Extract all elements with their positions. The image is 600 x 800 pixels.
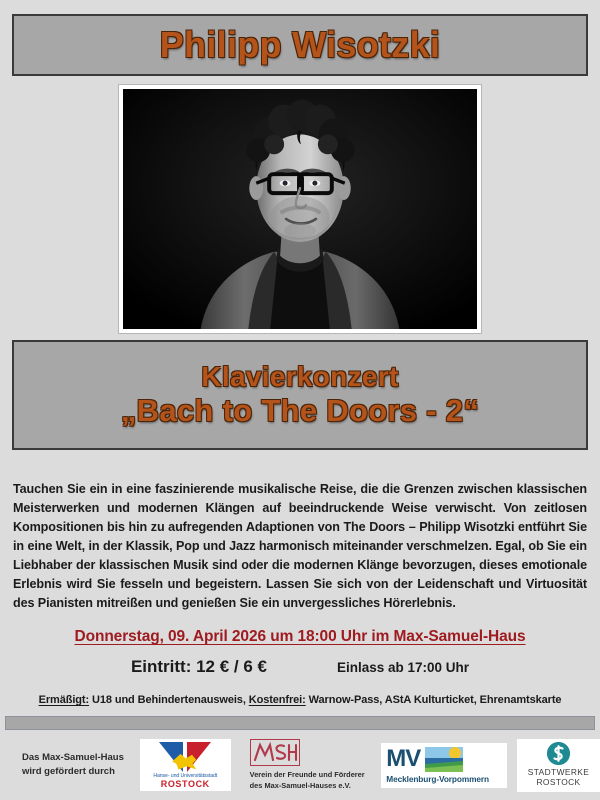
mv-caption: Mecklenburg-Vorpommern — [386, 773, 490, 784]
artist-name-banner — [12, 14, 588, 76]
mv-landscape-icon — [425, 747, 463, 772]
ticket-info-row — [0, 657, 600, 677]
doors-open-time: Einlass ab 17:00 Uhr — [336, 660, 470, 675]
sponsor-logo-row — [0, 734, 600, 796]
artist-name-text: Philipp Wisotzki — [159, 23, 441, 65]
discount-label: Ermäßigt: — [38, 694, 90, 706]
mv-letters: MV — [386, 744, 421, 772]
msh-caption-line2: des Max-Samuel-Hauses e.V. — [249, 781, 351, 790]
concert-type-text: Klavierkonzert — [201, 361, 399, 393]
logo-mecklenburg-vorpommern — [381, 743, 507, 788]
concert-title-text: „Bach to The Doors - 2“ — [120, 393, 480, 429]
event-date-venue: Donnerstag, 09. April 2026 um 18:00 Uhr im Max-Samuel-Haus — [74, 628, 526, 645]
stadtwerke-emblem-icon — [547, 742, 570, 765]
concert-title-banner — [12, 340, 588, 450]
stadtwerke-line2: ROSTOCK — [536, 777, 581, 787]
portrait-illustration — [123, 89, 477, 329]
mv-logo-top — [386, 744, 463, 772]
admission-price: Eintritt: 12 € / 6 € — [130, 657, 267, 676]
logo-stadtwerke-rostock — [517, 739, 600, 792]
stadtwerke-line1: STADTWERKE — [527, 766, 590, 777]
rostock-coat-of-arms-icon — [147, 742, 223, 772]
free-entry-value: Warnow-Pass, AStA Kulturticket, Ehrenamtskarte — [305, 694, 562, 706]
msh-caption — [250, 769, 365, 791]
msh-caption-line1: Verein der Freunde und Förderer — [249, 769, 365, 779]
msh-monogram-icon — [250, 739, 300, 766]
stadtwerke-s-icon — [547, 742, 570, 765]
msh-letters-icon — [251, 740, 298, 764]
artist-portrait-photo — [123, 89, 477, 329]
artist-portrait-frame — [118, 84, 482, 334]
rostock-city-line: Hanse- und Universitätsstadt — [153, 773, 218, 779]
footer-divider-bar — [5, 716, 595, 730]
logo-rostock — [140, 739, 231, 791]
logo-msh — [247, 739, 368, 791]
discount-value: U18 und Behindertenausweis, — [89, 694, 249, 706]
free-entry-label: Kostenfrei: — [248, 694, 306, 706]
discount-conditions — [0, 694, 600, 706]
sponsor-note-line1: Das Max-Samuel-Haus — [22, 751, 124, 763]
sponsor-note-line2: wird gefördert durch — [22, 766, 115, 777]
rostock-name-line: ROSTOCK — [160, 779, 210, 789]
concert-description: Tauchen Sie ein in eine faszinierende musikalische Reise, die die Grenzen zwischen klassischen Meisterwerken und modernen Klängen auf beeindruckende Weise verwischt. Von zeitlosen Kompositionen bis hin zu aufregenden Adaptionen von The Doors – Philipp Wisotzki entführt Sie in eine Welt, in der Klassik, Pop und Jazz harmonisch miteinander verschmelzen. Egal, ob Sie ein Liebhaber der klassischen Musik sind oder die modernen Klänge bevorzugen, dieses emotionale Erlebnis wird Sie fesseln und begeistern. Lassen Sie sich von der Leidenschaft und Virtuosität des Pianisten mitreißen und genießen Sie ein unvergessliches Hörerlebnis. — [13, 481, 587, 611]
mv-landscape-svg — [425, 747, 463, 772]
sponsor-note — [0, 751, 136, 780]
